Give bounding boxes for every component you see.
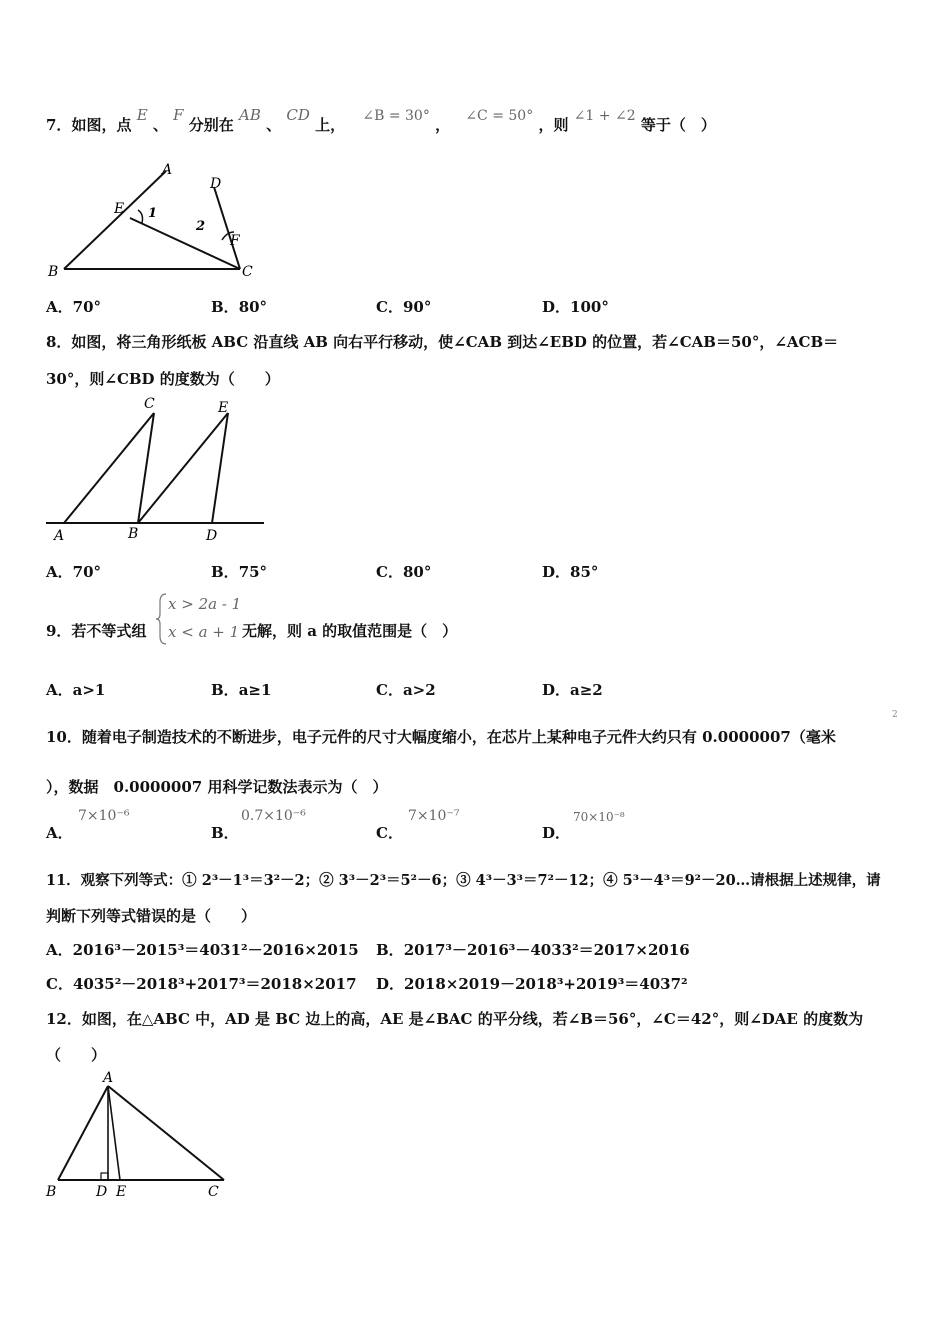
q12-stem-line1: 12．如图，在△ABC 中，AD 是 BC 边上的高，AE 是∠BAC 的平分线，若∠B＝56°，∠C＝42°，则∠DAE 的度数为 xyxy=(46,1010,864,1028)
q10-option-c[interactable]: C． xyxy=(376,824,403,842)
q7-math-e: E xyxy=(136,106,148,124)
q7-math-cd: CD xyxy=(286,106,310,124)
q7-option-d[interactable]: D．100° xyxy=(542,298,609,316)
q10-option-b-value: 0.7×10⁻⁶ xyxy=(241,808,306,824)
q10-option-a[interactable]: A． xyxy=(46,824,73,842)
q12-fig-label-a: A xyxy=(103,1070,114,1086)
q10-superscript: 2 xyxy=(892,710,898,720)
q10-option-d[interactable]: D． xyxy=(542,824,571,842)
q9-stem-prefix: 9．若不等式组 xyxy=(46,622,147,640)
q8-fig-label-b: B xyxy=(128,526,139,542)
q7-math-ab: AB xyxy=(239,106,261,124)
q12-fig-label-c: C xyxy=(208,1184,219,1200)
q9-brace xyxy=(156,592,168,646)
q11-option-b[interactable]: B．2017³－2016³－4033²＝2017×2016 xyxy=(376,941,690,959)
q8-option-d[interactable]: D．85° xyxy=(542,563,599,581)
q8-fig-label-c: C xyxy=(144,396,155,412)
q8-option-b[interactable]: B．75° xyxy=(211,563,268,581)
q12-figure xyxy=(42,1068,232,1203)
q7-stem: 7．如图，点 E 、 F 分别在 AB 、 CD 上， ∠B = 30° ， ∠C = 50° ，则 ∠1 + ∠2 等于（ ） xyxy=(46,106,716,134)
q7-option-c[interactable]: C．90° xyxy=(376,298,432,316)
q8-stem-line1: 8．如图，将三角形纸板 ABC 沿直线 AB 向右平行移动，使∠CAB 到达∠EBD 的位置，若∠CAB＝50°，∠ACB＝ xyxy=(46,333,839,351)
q8-fig-label-e: E xyxy=(218,400,229,416)
q7-fig-label-a: A xyxy=(162,162,173,178)
q8-fig-label-d: D xyxy=(206,528,218,544)
q7-math-f: F xyxy=(173,106,184,124)
q11-option-a[interactable]: A．2016³－2015³＝4031²－2016×2015 xyxy=(46,941,359,959)
q8-option-a[interactable]: A．70° xyxy=(46,563,102,581)
q9-option-d[interactable]: D．a≥2 xyxy=(542,681,603,699)
q8-fig-label-a: A xyxy=(54,528,65,544)
q7-fig-label-c: C xyxy=(242,264,253,280)
q11-option-d[interactable]: D．2018×2019－2018³+2019³＝4037² xyxy=(376,975,688,993)
q7-option-a[interactable]: A．70° xyxy=(46,298,102,316)
q7-math-sum: ∠1 + ∠2 xyxy=(573,108,636,124)
q11-option-c[interactable]: C．4035²－2018³+2017³＝2018×2017 xyxy=(46,975,357,993)
q10-stem-line1: 10．随着电子制造技术的不断进步，电子元件的尺寸大幅度缩小，在芯片上某种电子元件大约只有 0.0000007（毫米 xyxy=(46,728,836,746)
q11-stem-line2: 判断下列等式错误的是（ ） xyxy=(46,907,257,925)
q7-math-angle-c: ∠C = 50° xyxy=(465,108,534,124)
q7-fig-label-1: 1 xyxy=(148,206,158,221)
q10-option-a-value: 7×10⁻⁶ xyxy=(78,808,130,824)
q9-option-a[interactable]: A．a>1 xyxy=(46,681,106,699)
q7-fig-label-f: F xyxy=(230,233,240,249)
q7-fig-label-d: D xyxy=(210,176,222,192)
q9-inequality-1: x > 2a - 1 xyxy=(168,595,242,613)
q10-option-c-value: 7×10⁻⁷ xyxy=(408,808,460,824)
q9-inequality-2: x < a + 1 xyxy=(168,623,240,641)
q7-fig-label-e: E xyxy=(114,201,125,217)
q11-stem-line1: 11．观察下列等式：① 2³－1³＝3²－2；② 3³－2³＝5²－6；③ 4³－3³＝7²－12；④ 5³－4³＝9²－20…请根据上述规律，请 xyxy=(46,872,881,889)
q10-option-d-value: 70×10⁻⁸ xyxy=(573,810,625,824)
q7-fig-label-2: 2 xyxy=(196,219,206,234)
q12-stem-line2: （ ） xyxy=(46,1046,107,1064)
q8-figure xyxy=(44,394,269,544)
q12-fig-label-e: E xyxy=(116,1184,127,1200)
q9-option-b[interactable]: B．a≥1 xyxy=(211,681,272,699)
q8-stem-line2: 30°，则∠CBD 的度数为（ ） xyxy=(46,370,280,388)
q9-option-c[interactable]: C．a>2 xyxy=(376,681,436,699)
q10-stem-line2: ），数据 0.0000007 用科学记数法表示为（ ） xyxy=(46,778,388,796)
q10-option-b[interactable]: B． xyxy=(211,824,239,842)
q7-math-angle-b: ∠B = 30° xyxy=(362,108,430,124)
q12-fig-label-b: B xyxy=(46,1184,57,1200)
q7-figure xyxy=(44,160,264,285)
q8-option-c[interactable]: C．80° xyxy=(376,563,432,581)
q7-option-b[interactable]: B．80° xyxy=(211,298,268,316)
q12-fig-label-d: D xyxy=(96,1184,108,1200)
q7-fig-label-b: B xyxy=(48,264,59,280)
q9-stem-tail: 无解，则 a 的取值范围是（ ） xyxy=(242,622,458,640)
